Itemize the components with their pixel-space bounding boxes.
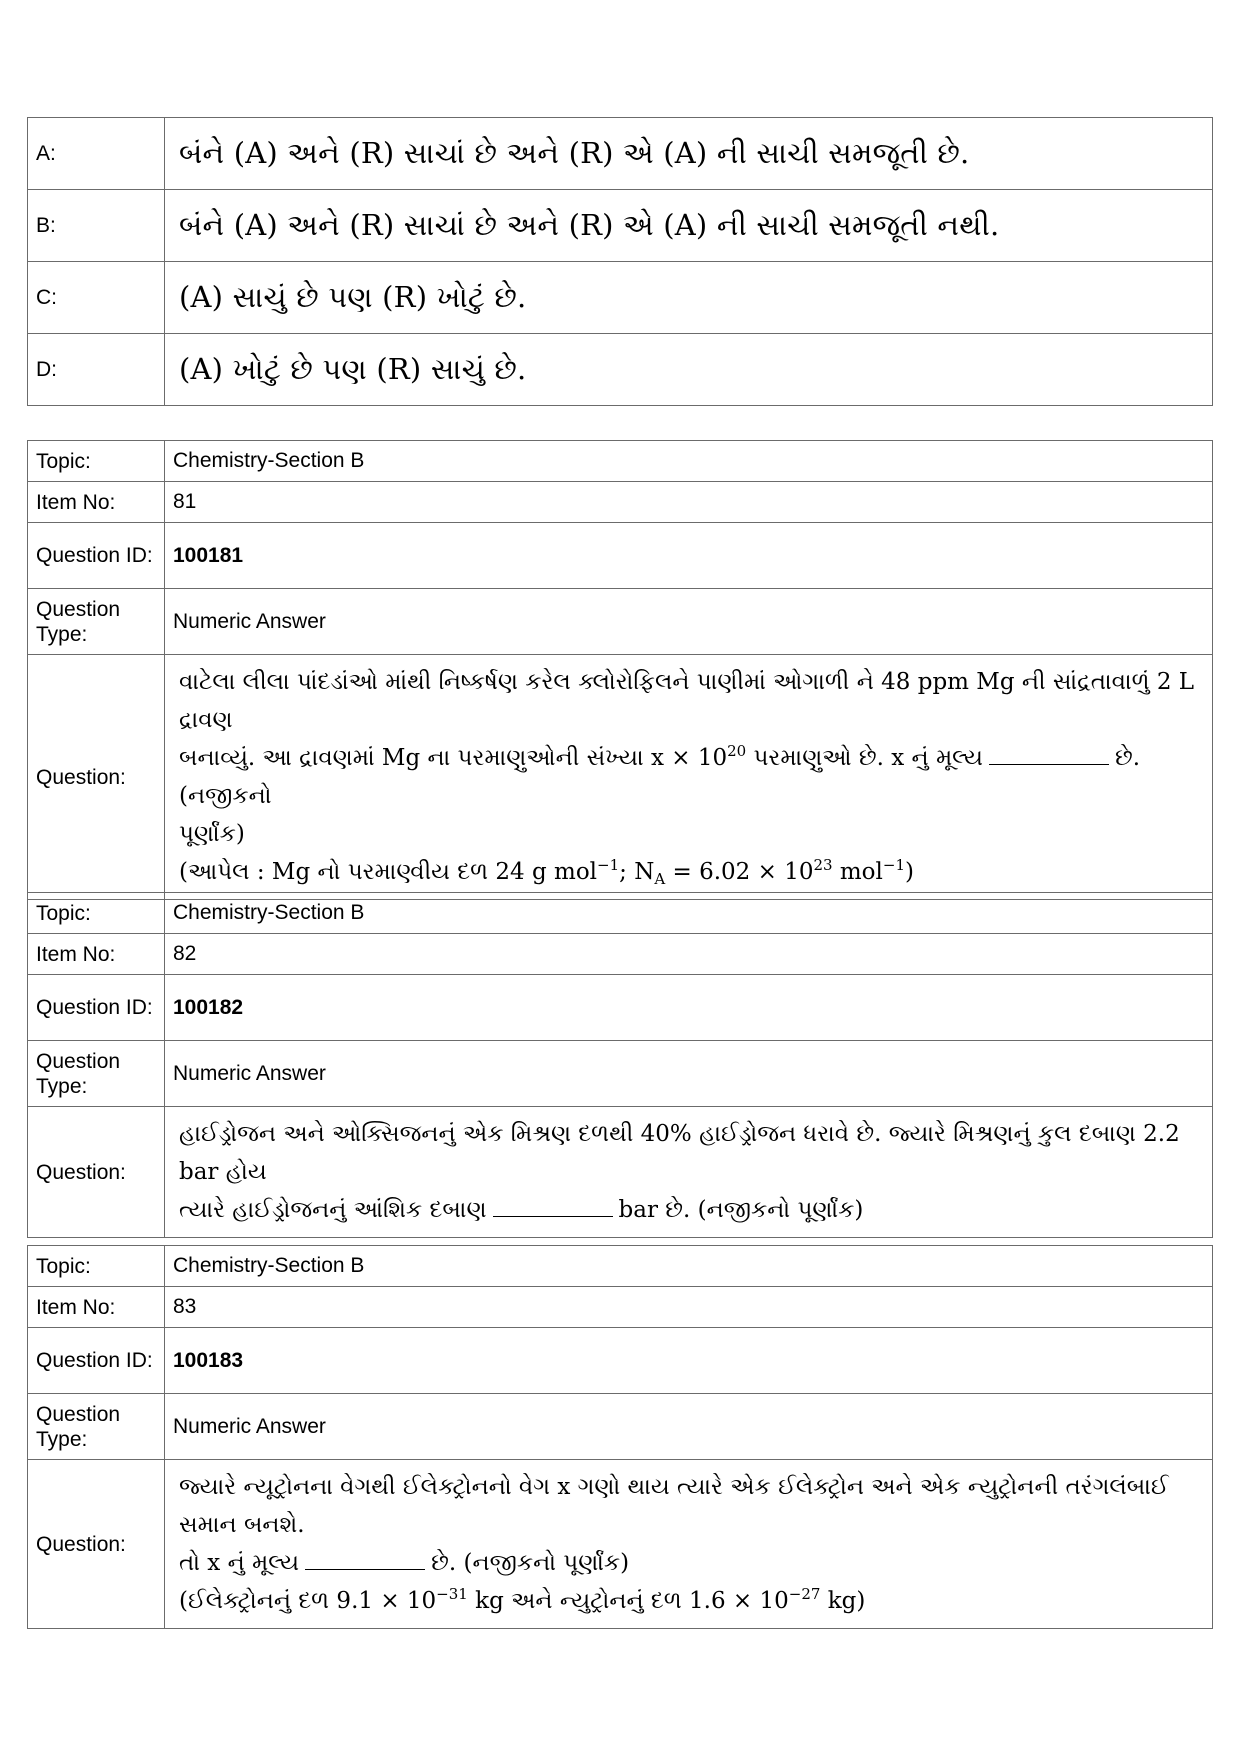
option-text: બંને (A) અને (R) સાચાં છે અને (R) એ (A) ની સાચી સમજૂતી નથી. <box>165 190 1213 262</box>
answer-options-table <box>27 117 1213 406</box>
question-text-segment: છે. (નજીકનો <box>179 745 1141 809</box>
question-id-value: 100183 <box>165 1328 1213 1394</box>
question-id-value: 100182 <box>165 975 1213 1041</box>
answer-blank <box>989 744 1109 765</box>
question-line <box>179 1191 1200 1229</box>
option-label: A: <box>28 118 165 190</box>
topic-value: Chemistry-Section B <box>165 893 1213 934</box>
question-text <box>165 1107 1213 1238</box>
question-id-label: Question ID: <box>28 975 165 1041</box>
question-line <box>179 1544 1200 1582</box>
question-row <box>28 1107 1213 1238</box>
question-label: Question: <box>28 1460 165 1629</box>
question-id-row <box>28 523 1213 589</box>
question-text-segment: ; N <box>619 859 655 885</box>
option-row-c <box>28 262 1213 334</box>
answer-blank <box>305 1549 425 1570</box>
option-text: (A) સાચું છે પણ (R) ખોટું છે. <box>165 262 1213 334</box>
question-text-segment: પરમાણુઓ છે. x નું મૂલ્ય <box>746 745 983 771</box>
question-type-row <box>28 589 1213 655</box>
topic-label: Topic: <box>28 441 165 482</box>
question-line: જ્યારે ન્યૂટ્રોનના વેગથી ઈલેક્ટ્રોનનો વેગ x ગણો થાય ત્યારે એક ઈલેક્ટ્રોન અને એક ન્યુટ્રોનની તરંગલંબાઈ સમાન બનશે. <box>179 1474 1169 1538</box>
item-no-row <box>28 1287 1213 1328</box>
question-text <box>165 655 1213 900</box>
question-text-segment: (ઈલેક્ટ્રોનનું દળ 9.1 × 10 <box>179 1588 437 1614</box>
topic-value: Chemistry-Section B <box>165 1246 1213 1287</box>
question-type-label: Question Type: <box>28 589 165 655</box>
question-text-segment: mol <box>832 859 883 885</box>
question-label: Question: <box>28 655 165 900</box>
question-row <box>28 655 1213 900</box>
item-no-value: 81 <box>165 482 1213 523</box>
topic-label: Topic: <box>28 1246 165 1287</box>
question-id-row <box>28 975 1213 1041</box>
superscript: −31 <box>436 1585 468 1603</box>
subscript: A <box>654 870 666 888</box>
question-table-82 <box>27 892 1213 1238</box>
question-line <box>179 739 1200 815</box>
question-type-row <box>28 1041 1213 1107</box>
question-text <box>165 1460 1213 1629</box>
question-text-segment: kg) <box>820 1588 866 1614</box>
item-no-label: Item No: <box>28 934 165 975</box>
topic-row <box>28 1246 1213 1287</box>
question-id-label: Question ID: <box>28 1328 165 1394</box>
topic-label: Topic: <box>28 893 165 934</box>
question-line <box>179 853 1200 891</box>
question-text-segment: kg અને ન્યુટ્રોનનું દળ 1.6 × 10 <box>467 1588 789 1614</box>
option-label: B: <box>28 190 165 262</box>
question-line <box>179 1582 1200 1620</box>
question-line: હાઈડ્રોજન અને ઓક્સિજનનું એક મિશ્રણ દળથી 40% હાઈડ્રોજન ધરાવે છે. જ્યારે મિશ્રણનું કુલ દબાણ 2.2 bar હોય <box>179 1121 1180 1185</box>
question-line: પૂર્ણાંક) <box>179 821 245 847</box>
item-no-value: 83 <box>165 1287 1213 1328</box>
question-text-segment: ત્યારે હાઈડ્રોજનનું આંશિક દબાણ <box>179 1197 487 1223</box>
option-text: (A) ખોટું છે પણ (R) સાચું છે. <box>165 334 1213 406</box>
question-type-label: Question Type: <box>28 1041 165 1107</box>
question-id-row <box>28 1328 1213 1394</box>
item-no-label: Item No: <box>28 1287 165 1328</box>
answer-blank <box>493 1196 613 1217</box>
question-text-segment: છે. (નજીકનો પૂર્ણાંક) <box>431 1550 630 1576</box>
question-type-value: Numeric Answer <box>165 1041 1213 1107</box>
superscript: −27 <box>788 1585 821 1603</box>
question-id-label: Question ID: <box>28 523 165 589</box>
option-label: D: <box>28 334 165 406</box>
question-text-segment: ) <box>905 859 914 885</box>
question-text-segment: = 6.02 × 10 <box>665 859 814 885</box>
topic-row <box>28 893 1213 934</box>
question-type-value: Numeric Answer <box>165 1394 1213 1460</box>
question-table-81 <box>27 440 1213 900</box>
question-text-segment: (આપેલ : Mg નો પરમાણ્વીય દળ 24 g mol <box>179 859 598 885</box>
item-no-value: 82 <box>165 934 1213 975</box>
option-row-d <box>28 334 1213 406</box>
item-no-row <box>28 934 1213 975</box>
question-text-segment: bar છે. (નજીકનો પૂર્ણાંક) <box>618 1197 864 1223</box>
question-text-segment: તો x નું મૂલ્ય <box>179 1550 300 1576</box>
superscript: 23 <box>813 856 833 874</box>
item-no-row <box>28 482 1213 523</box>
question-line: વાટેલા લીલા પાંદડાંઓ માંથી નિષ્કર્ષણ કરેલ ક્લોરોફિલને પાણીમાં ઓગાળી ને 48 ppm Mg ની સાંદ્રતાવાળું 2 L દ્રાવણ <box>179 669 1195 733</box>
item-no-label: Item No: <box>28 482 165 523</box>
option-row-b <box>28 190 1213 262</box>
topic-row <box>28 441 1213 482</box>
superscript: −1 <box>882 856 906 874</box>
question-row <box>28 1460 1213 1629</box>
topic-value: Chemistry-Section B <box>165 441 1213 482</box>
question-type-label: Question Type: <box>28 1394 165 1460</box>
superscript: −1 <box>597 856 620 874</box>
question-label: Question: <box>28 1107 165 1238</box>
superscript: 20 <box>727 742 747 760</box>
question-type-row <box>28 1394 1213 1460</box>
question-text-segment: બનાવ્યું. આ દ્રાવણમાં Mg ના પરમાણુઓની સંખ્યા x × 10 <box>179 745 728 771</box>
option-row-a <box>28 118 1213 190</box>
option-text: બંને (A) અને (R) સાચાં છે અને (R) એ (A) ની સાચી સમજૂતી છે. <box>165 118 1213 190</box>
option-label: C: <box>28 262 165 334</box>
question-table-83 <box>27 1245 1213 1629</box>
question-type-value: Numeric Answer <box>165 589 1213 655</box>
question-id-value: 100181 <box>165 523 1213 589</box>
